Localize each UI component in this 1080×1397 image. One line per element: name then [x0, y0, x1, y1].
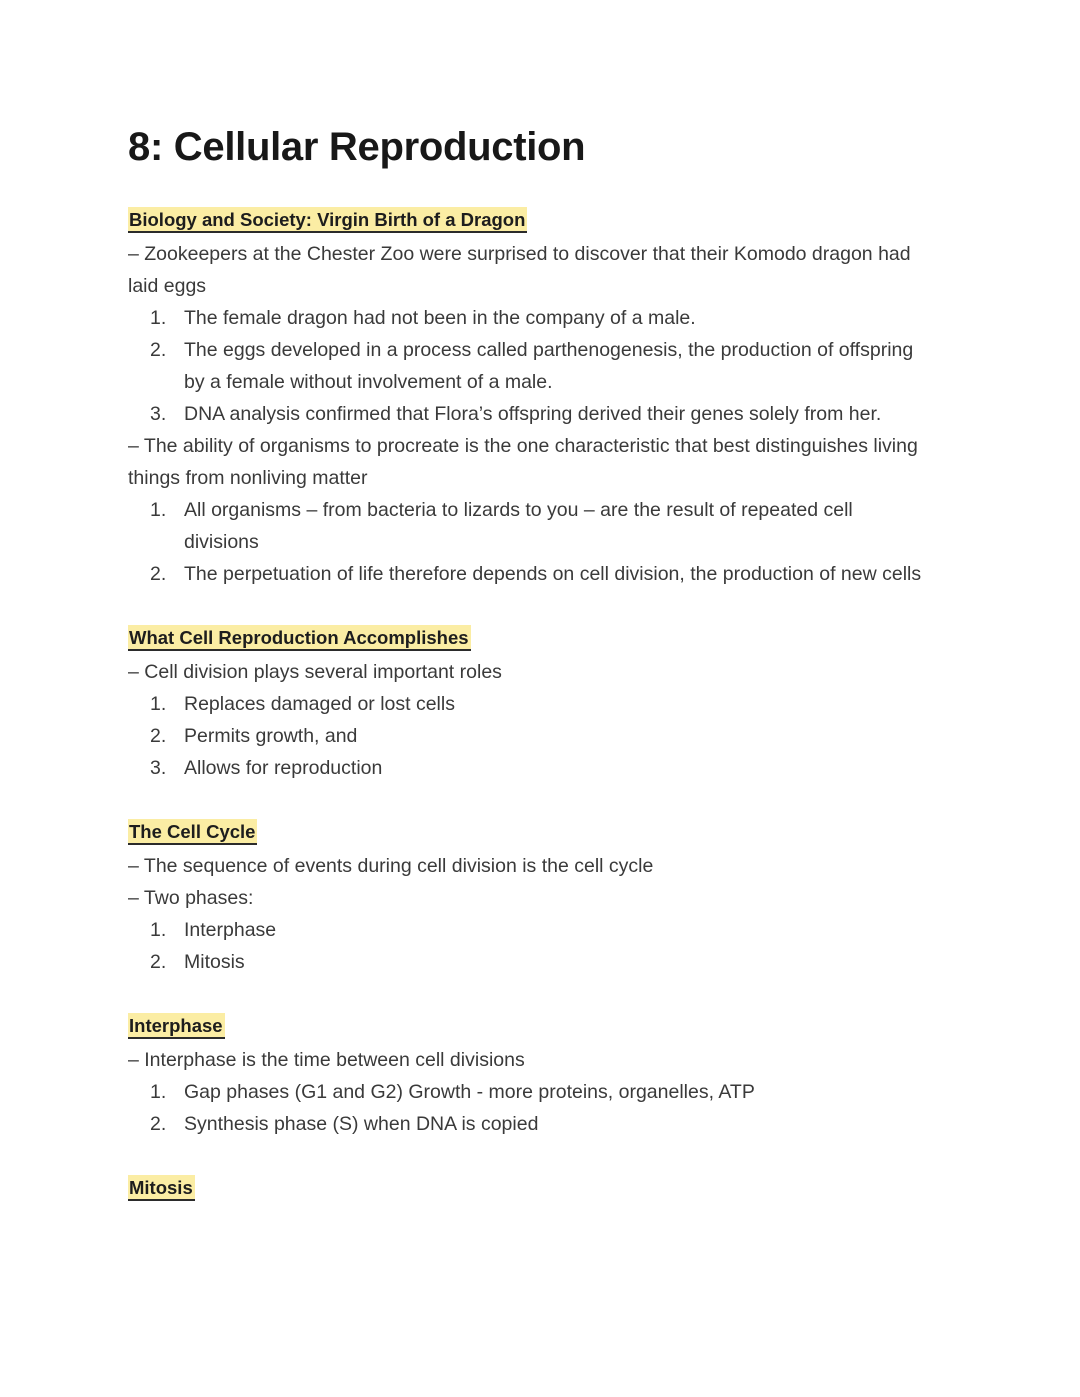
section-heading — [128, 208, 930, 232]
list-marker: 3. — [150, 757, 167, 780]
dash-bullet: – Two phases: — [128, 887, 254, 910]
numbered-list — [128, 302, 930, 430]
list-item — [128, 494, 930, 558]
list-item — [128, 752, 930, 784]
section-gap — [128, 978, 930, 1014]
list-item — [128, 334, 930, 398]
section-heading-text: Biology and Society: Virgin Birth of a Dragon — [128, 207, 527, 233]
numbered-list — [128, 494, 930, 590]
list-item — [128, 558, 930, 590]
list-item — [128, 1108, 930, 1140]
list-item-text: Interphase — [184, 919, 277, 942]
numbered-list — [128, 688, 930, 784]
list-marker: 2. — [150, 951, 167, 974]
section-heading — [128, 1014, 930, 1038]
section-interphase — [128, 1014, 930, 1140]
list-marker: 1. — [150, 919, 167, 942]
list-item-text: All organisms – from bacteria to lizards to you – are the result of repeated cell divisions — [184, 499, 853, 554]
section-mitosis — [128, 1176, 930, 1200]
list-item-text: Synthesis phase (S) when DNA is copied — [184, 1113, 539, 1136]
dash-bullet: – The ability of organisms to procreate is the one characteristic that best distinguishes living things from nonliving matter — [128, 435, 918, 490]
section-the-cell-cycle — [128, 820, 930, 978]
section-heading — [128, 820, 930, 844]
list-marker: 2. — [150, 339, 167, 362]
dash-bullet: – The sequence of events during cell division is the cell cycle — [128, 855, 654, 878]
list-item-text: Allows for reproduction — [184, 757, 383, 780]
numbered-list — [128, 1076, 930, 1140]
list-marker: 1. — [150, 1081, 167, 1104]
list-item-text: Permits growth, and — [184, 725, 358, 748]
dash-bullet: – Interphase is the time between cell divisions — [128, 1049, 525, 1072]
list-item — [128, 688, 930, 720]
section-heading-text: What Cell Reproduction Accomplishes — [128, 625, 471, 651]
list-item-text: Replaces damaged or lost cells — [184, 693, 455, 716]
list-item — [128, 1076, 930, 1108]
dash-bullet: – Zookeepers at the Chester Zoo were surprised to discover that their Komodo dragon had laid eggs — [128, 243, 911, 298]
section-gap — [128, 1140, 930, 1176]
list-marker: 3. — [150, 403, 167, 426]
list-item — [128, 720, 930, 752]
list-marker: 2. — [150, 725, 167, 748]
list-item-text: The eggs developed in a process called parthenogenesis, the production of offspring by a female without involvement of a male. — [184, 339, 914, 394]
page-title: 8: Cellular Reproduction — [128, 125, 586, 169]
list-item — [128, 914, 930, 946]
list-marker: 1. — [150, 499, 167, 522]
section-heading — [128, 1176, 930, 1200]
list-item-text: Gap phases (G1 and G2) Growth - more proteins, organelles, ATP — [184, 1081, 755, 1104]
section-biology-and-society — [128, 208, 930, 590]
list-marker: 1. — [150, 693, 167, 716]
list-item — [128, 946, 930, 978]
numbered-list — [128, 914, 930, 978]
section-gap — [128, 784, 930, 820]
section-gap — [128, 590, 930, 626]
list-item-text: The female dragon had not been in the company of a male. — [184, 307, 696, 330]
section-what-cell-reproduction-accomplishes — [128, 626, 930, 784]
section-heading-text: Mitosis — [128, 1175, 195, 1201]
list-marker: 2. — [150, 563, 167, 586]
section-heading — [128, 626, 930, 650]
section-heading-text: The Cell Cycle — [128, 819, 257, 845]
list-item-text: Mitosis — [184, 951, 245, 974]
list-marker: 2. — [150, 1113, 167, 1136]
section-heading-text: Interphase — [128, 1013, 225, 1039]
list-item — [128, 398, 930, 430]
list-item — [128, 302, 930, 334]
dash-bullet: – Cell division plays several important roles — [128, 661, 502, 684]
list-marker: 1. — [150, 307, 167, 330]
list-item-text: DNA analysis confirmed that Flora’s offspring derived their genes solely from her. — [184, 403, 882, 426]
list-item-text: The perpetuation of life therefore depends on cell division, the production of new cells — [184, 563, 922, 586]
